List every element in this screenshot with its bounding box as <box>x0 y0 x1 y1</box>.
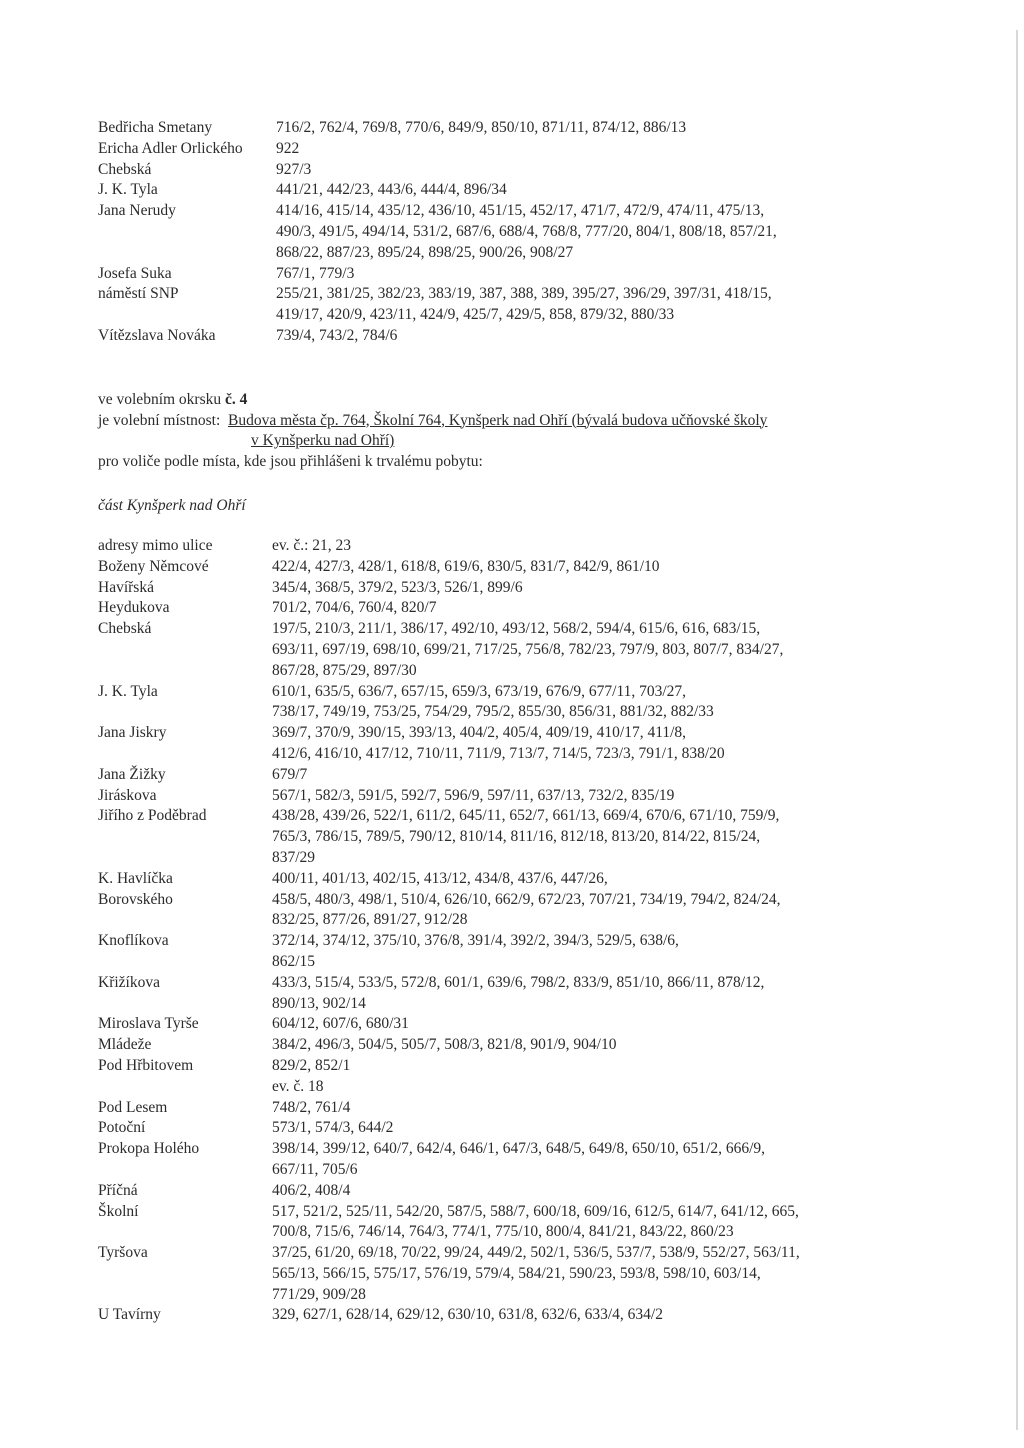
house-numbers <box>276 284 898 326</box>
street-name: Josefa Suka <box>98 264 172 282</box>
page-edge-shadow <box>1016 30 1018 1430</box>
house-numbers <box>272 536 898 557</box>
house-numbers-line: 414/16, 415/14, 435/12, 436/10, 451/15, 452/17, 471/7, 472/9, 474/11, 475/13, <box>276 202 765 220</box>
street-name: Chebská <box>98 620 152 638</box>
okrsek-number: č. 4 <box>225 391 248 408</box>
house-numbers-line: 441/21, 442/23, 443/6, 444/4, 896/34 <box>276 181 507 199</box>
street-name: Jana Žižky <box>98 765 166 783</box>
house-numbers <box>272 806 898 868</box>
house-numbers <box>276 118 898 139</box>
bottom-street-table <box>98 536 898 1326</box>
house-numbers-line: 255/21, 381/25, 382/23, 383/19, 387, 388, 389, 395/27, 396/29, 397/31, 418/15, <box>276 285 772 303</box>
mistnost-address: Budova města čp. 764, Školní 764, Kynšperk nad Ohří (bývalá budova učňovské školy <box>228 411 768 429</box>
street-name: U Tavírny <box>98 1306 161 1324</box>
house-numbers-line: 197/5, 210/3, 211/1, 386/17, 492/10, 493/12, 568/2, 594/4, 615/6, 616, 683/15, <box>272 620 761 638</box>
top-street-table <box>98 118 898 347</box>
street-name: Havířská <box>98 578 154 596</box>
street-row <box>98 264 898 285</box>
house-numbers-line: 458/5, 480/3, 498/1, 510/4, 626/10, 662/9, 672/23, 707/21, 734/19, 794/2, 824/24, <box>272 890 781 908</box>
house-numbers <box>272 869 898 890</box>
street-name: Jana Jiskry <box>98 724 167 742</box>
house-numbers-line: 490/3, 491/5, 494/14, 531/2, 687/6, 688/4, 768/8, 777/20, 804/1, 808/18, 857/21, <box>276 222 777 240</box>
street-name: K. Havlíčka <box>98 869 173 887</box>
street-row <box>98 786 898 807</box>
house-numbers <box>276 201 898 263</box>
street-name: Potoční <box>98 1119 146 1137</box>
street-row <box>98 806 898 868</box>
house-numbers <box>272 723 898 765</box>
house-numbers-line: 400/11, 401/13, 402/15, 413/12, 434/8, 437/6, 447/26, <box>272 869 608 887</box>
house-numbers <box>276 264 898 285</box>
house-numbers <box>272 557 898 578</box>
house-numbers-line: 412/6, 416/10, 417/12, 710/11, 711/9, 713/7, 714/5, 723/3, 791/1, 838/20 <box>272 744 725 762</box>
street-row <box>98 723 898 765</box>
street-name: Jiráskova <box>98 786 157 804</box>
house-numbers-line: 419/17, 420/9, 423/11, 424/9, 425/7, 429/5, 858, 879/32, 880/33 <box>276 306 675 324</box>
street-name: Příčná <box>98 1181 138 1199</box>
house-numbers <box>272 1139 898 1181</box>
street-name: Tyršova <box>98 1244 148 1262</box>
street-row <box>98 1014 898 1035</box>
street-row <box>98 973 898 1015</box>
house-numbers <box>272 1118 898 1139</box>
street-row <box>98 118 898 139</box>
okrsek-label: ve volebním okrsku <box>98 391 222 408</box>
okrsek-line <box>98 390 767 411</box>
mistnost-address-cont: v Kynšperku nad Ohří) <box>251 432 395 449</box>
street-row <box>98 578 898 599</box>
house-numbers-line: 700/8, 715/6, 746/14, 764/3, 774/1, 775/10, 800/4, 841/21, 843/22, 860/23 <box>272 1223 734 1241</box>
house-numbers <box>272 1202 898 1244</box>
house-numbers <box>272 619 898 681</box>
street-row <box>98 1243 898 1305</box>
street-row <box>98 139 898 160</box>
street-name: Prokopa Holého <box>98 1140 200 1158</box>
house-numbers <box>272 786 898 807</box>
street-row <box>98 1181 898 1202</box>
street-row <box>98 931 898 973</box>
house-numbers-line: 433/3, 515/4, 533/5, 572/8, 601/1, 639/6, 798/2, 833/9, 851/10, 866/11, 878/12, <box>272 973 765 991</box>
house-numbers-line: 890/13, 902/14 <box>272 994 366 1012</box>
street-name: J. K. Tyla <box>98 682 158 700</box>
house-numbers <box>272 1098 898 1119</box>
street-row <box>98 326 898 347</box>
house-numbers <box>276 160 898 181</box>
mistnost-line-2 <box>98 431 767 452</box>
street-row <box>98 1056 898 1098</box>
street-name: Boženy Němcové <box>98 557 209 575</box>
house-numbers-line: 867/28, 875/29, 897/30 <box>272 661 417 679</box>
street-row <box>98 1202 898 1244</box>
street-name: náměstí SNP <box>98 285 179 303</box>
house-numbers <box>272 765 898 786</box>
house-numbers <box>272 931 898 973</box>
street-name: Knoflíkova <box>98 932 169 950</box>
document-page <box>98 118 898 1324</box>
house-numbers <box>276 180 898 201</box>
house-numbers-line: 422/4, 427/3, 428/1, 618/8, 619/6, 830/5, 831/7, 842/9, 861/10 <box>272 557 660 575</box>
mistnost-label: je volební místnost: <box>98 411 221 429</box>
street-row <box>98 890 898 932</box>
street-name: Křižíkova <box>98 973 160 991</box>
house-numbers-line: 604/12, 607/6, 680/31 <box>272 1015 409 1033</box>
house-numbers-line: 738/17, 749/19, 753/25, 754/29, 795/2, 855/30, 856/31, 881/32, 882/33 <box>272 703 714 721</box>
house-numbers <box>272 973 898 1015</box>
street-row <box>98 160 898 181</box>
street-name: Bedřicha Smetany <box>98 119 213 136</box>
street-row <box>98 598 898 619</box>
street-name: Školní <box>98 1202 139 1220</box>
house-numbers-line: 771/29, 909/28 <box>272 1285 366 1303</box>
house-numbers-line: 398/14, 399/12, 640/7, 642/4, 646/1, 647/3, 648/5, 649/8, 650/10, 651/2, 666/9, <box>272 1140 765 1158</box>
street-row <box>98 1035 898 1056</box>
mistnost-line <box>98 411 767 432</box>
street-row <box>98 619 898 681</box>
street-name: Ericha Adler Orlického <box>98 139 243 157</box>
street-row <box>98 557 898 578</box>
house-numbers <box>272 1056 898 1098</box>
house-numbers-line: 922 <box>276 139 300 157</box>
street-name: Jiřího z Poděbrad <box>98 807 207 825</box>
street-row <box>98 1305 898 1326</box>
okrsek-block <box>98 390 767 472</box>
street-row <box>98 869 898 890</box>
house-numbers-line: ev. č. 18 <box>272 1077 324 1095</box>
house-numbers-line: 837/29 <box>272 848 316 866</box>
house-numbers-line: 329, 627/1, 628/14, 629/12, 630/10, 631/8, 632/6, 633/4, 634/2 <box>272 1306 663 1324</box>
street-row <box>98 1139 898 1181</box>
house-numbers <box>272 598 898 619</box>
street-name: Pod Lesem <box>98 1098 168 1116</box>
street-row <box>98 1098 898 1119</box>
house-numbers-line: 406/2, 408/4 <box>272 1181 351 1199</box>
house-numbers-line: 679/7 <box>272 765 308 783</box>
house-numbers-line: 369/7, 370/9, 390/15, 393/13, 404/2, 405/4, 409/19, 410/17, 411/8, <box>272 724 687 742</box>
house-numbers <box>276 139 898 160</box>
street-name: Borovského <box>98 890 173 908</box>
house-numbers <box>272 578 898 599</box>
house-numbers-line: 862/15 <box>272 952 316 970</box>
street-name: Vítězslava Nováka <box>98 326 216 344</box>
street-name: Chebská <box>98 160 152 178</box>
house-numbers-line: 868/22, 887/23, 895/24, 898/25, 900/26, 908/27 <box>276 243 574 261</box>
street-name: J. K. Tyla <box>98 181 158 199</box>
house-numbers <box>272 1014 898 1035</box>
street-row <box>98 1118 898 1139</box>
house-numbers-line: 693/11, 697/19, 698/10, 699/21, 717/25, 756/8, 782/23, 797/9, 803, 807/7, 834/27, <box>272 640 784 658</box>
street-row <box>98 201 898 263</box>
house-numbers-line: 739/4, 743/2, 784/6 <box>276 326 398 344</box>
street-name: Jana Nerudy <box>98 202 176 220</box>
house-numbers-line: 567/1, 582/3, 591/5, 592/7, 596/9, 597/11, 637/13, 732/2, 835/19 <box>272 786 675 804</box>
street-row <box>98 765 898 786</box>
voters-line: pro voliče podle místa, kde jsou přihlášeni k trvalému pobytu: <box>98 452 483 470</box>
house-numbers-line: 767/1, 779/3 <box>276 264 355 282</box>
house-numbers-line: 832/25, 877/26, 891/27, 912/28 <box>272 911 468 929</box>
house-numbers-line: 37/25, 61/20, 69/18, 70/22, 99/24, 449/2, 502/1, 536/5, 537/7, 538/9, 552/27, 563/11, <box>272 1244 800 1262</box>
street-row <box>98 180 898 201</box>
house-numbers-line: 716/2, 762/4, 769/8, 770/6, 849/9, 850/10, 871/11, 874/12, 886/13 <box>276 119 687 136</box>
street-name: Heydukova <box>98 599 170 617</box>
house-numbers-line: 384/2, 496/3, 504/5, 505/7, 508/3, 821/8, 901/9, 904/10 <box>272 1036 617 1054</box>
house-numbers-line: 667/11, 705/6 <box>272 1160 358 1178</box>
house-numbers-line: 438/28, 439/26, 522/1, 611/2, 645/11, 652/7, 661/13, 669/4, 670/6, 671/10, 759/9, <box>272 807 780 825</box>
house-numbers-line: 748/2, 761/4 <box>272 1098 351 1116</box>
house-numbers-line: 610/1, 635/5, 636/7, 657/15, 659/3, 673/19, 676/9, 677/11, 703/27, <box>272 682 687 700</box>
house-numbers-line: ev. č.: 21, 23 <box>272 537 352 554</box>
street-name: Miroslava Tyrše <box>98 1015 199 1033</box>
house-numbers <box>276 326 898 347</box>
house-numbers <box>272 682 898 724</box>
house-numbers-line: 927/3 <box>276 160 312 178</box>
street-name: Pod Hřbitovem <box>98 1056 194 1074</box>
house-numbers <box>272 1181 898 1202</box>
house-numbers <box>272 1035 898 1056</box>
street-row <box>98 536 898 557</box>
street-row <box>98 284 898 326</box>
house-numbers-line: 573/1, 574/3, 644/2 <box>272 1119 394 1137</box>
house-numbers-line: 517, 521/2, 525/11, 542/20, 587/5, 588/7, 600/18, 609/16, 612/5, 614/7, 641/12, 665, <box>272 1202 799 1220</box>
house-numbers <box>272 890 898 932</box>
section-title: část Kynšperk nad Ohří <box>98 497 246 514</box>
house-numbers <box>272 1305 898 1326</box>
house-numbers-line: 345/4, 368/5, 379/2, 523/3, 526/1, 899/6 <box>272 578 523 596</box>
house-numbers <box>272 1243 898 1305</box>
house-numbers-line: 372/14, 374/12, 375/10, 376/8, 391/4, 392/2, 394/3, 529/5, 638/6, <box>272 932 679 950</box>
street-row <box>98 682 898 724</box>
house-numbers-line: 565/13, 566/15, 575/17, 576/19, 579/4, 584/21, 590/23, 593/8, 598/10, 603/14, <box>272 1264 761 1282</box>
house-numbers-line: 701/2, 704/6, 760/4, 820/7 <box>272 599 437 617</box>
street-name: Mládeže <box>98 1036 152 1054</box>
house-numbers-line: 765/3, 786/15, 789/5, 790/12, 810/14, 811/16, 812/18, 813/20, 814/22, 815/24, <box>272 828 761 846</box>
street-name: adresy mimo ulice <box>98 537 213 554</box>
house-numbers-line: 829/2, 852/1 <box>272 1056 351 1074</box>
